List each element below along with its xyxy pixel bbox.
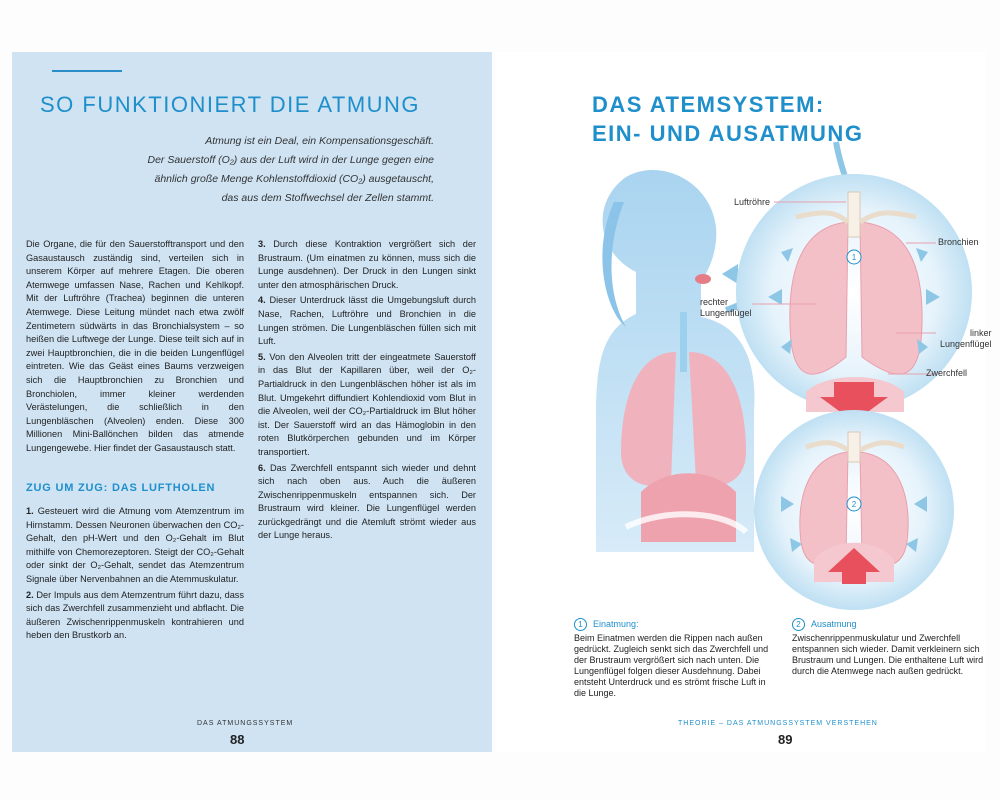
- title-line-1: DAS ATEMSYSTEM:: [592, 92, 825, 117]
- title-rule: [52, 70, 122, 72]
- step-number: 3.: [258, 239, 266, 249]
- caption-number: 2: [792, 618, 805, 631]
- exhalation-diagram: [754, 410, 954, 610]
- intro-line: Atmung ist ein Deal, ein Kompensationsgeschäft.: [205, 135, 434, 147]
- left-page: [12, 52, 492, 752]
- step-6: [258, 462, 476, 544]
- step-number: 6.: [258, 462, 266, 473]
- right-page: [496, 52, 992, 752]
- label-bronchi: Bronchien: [938, 237, 979, 247]
- step-text: Gesteuert wird die Atmung vom Atemzentrum im Hirnstamm. Dessen Neuronen überwachen den CO₂-Gehalt, den pH-Wert und den O₂-Gehalt im Blut mithilfe von Chemorezeptoren. Steigt der CO₂-Gehalt oder sinkt der O₂-Gehalt, sendet das Atemzentrum Signale über Nervenbahnen an die Atemmuskulatur.: [26, 506, 244, 585]
- intro-line: das aus dem Stoffwechsel der Zellen stammt.: [221, 192, 434, 204]
- title-line-2: EIN- UND AUSATMUNG: [592, 121, 864, 146]
- mouth-shape: [695, 274, 711, 284]
- diagram-badge-1: 1: [851, 253, 857, 262]
- text-column-1: [26, 238, 244, 645]
- step-4: [258, 294, 476, 348]
- step-text: Durch diese Kontraktion vergrößert sich der Brustraum. (Um einatmen zu können, muss sich die Lunge ausdehnen). Der Druck in den Lungen sinkt unter den atmosphärischen Druck.: [258, 239, 477, 290]
- step-text: Das Zwerchfell entspannt sich wieder und dehnt sich nach oben aus. Auch die äußeren Zwischenrippenmuskeln entspannen sich. Der Brustraum wird kleiner. Die Lungenflügel werden zurückgedrängt und die Atemluft strömt wieder aus der Lunge heraus.: [258, 462, 476, 541]
- step-2: [26, 589, 244, 643]
- step-text: Der Impuls aus dem Atemzentrum führt dazu, dass sich das Zwerchfell zusammenzieht und abflacht. Die äußeren Zwischenrippenmuskeln kontrahieren und heben den Brustkorb an.: [26, 589, 244, 641]
- label-line: rechter: [700, 297, 729, 307]
- intro-line: ähnlich große Menge Kohlenstoffdioxid (CO₂) ausgetauscht,: [154, 173, 434, 185]
- step-number: 2.: [26, 589, 34, 600]
- subheading: ZUG UM ZUG: DAS LUFTHOLEN: [26, 481, 216, 494]
- step-number: 4.: [258, 295, 266, 306]
- caption-title: Ausatmung: [811, 619, 857, 629]
- step-1: [26, 505, 244, 587]
- inhalation-diagram: [736, 174, 972, 422]
- caption-text: Zwischenrippenmuskulatur und Zwerchfell entspannen sich wieder. Damit verkleinern sich Brustraum und Lungen. Die enthaltene Luft wird durch die Atemwege nach außen gedrückt.: [792, 633, 984, 676]
- caption-inhalation: [574, 618, 780, 699]
- step-3: [258, 238, 476, 292]
- body-paragraph: Die Organe, die für den Sauerstofftransport und den Gasaustausch zuständig sind, verteilen sich in unserem Körper auf mehrere Etagen. Die oberen Atemwege umfassen Nase, Rachen und Kehlkopf. Mit der Luftröhre (Trachea) beginnen die unteren Atemwege. Diese Leitung mündet nach etwa zwölf Zentimetern südwärts in das Bronchialsystem – so heißen die Luftwege der Lunge. Diese teilt sich auf in zwei Hauptbronchien, die in die beiden Lungenflügel eintreten. Wie das Geäst eines Baums verzweigen sich die Hauptbronchien zu Bronchien und Bronchiolen, immer kleiner werdenden Verästelungen, die schließlich in den Lungenbläschen (Alveolen) enden. Diese 300 Millionen Mini-Ballönchen bilden das atmende Lungengewebe. Hier findet der Gasaustausch statt.: [26, 239, 244, 453]
- label-line: linker: [970, 328, 992, 338]
- label-line: Lungenflügel: [700, 308, 752, 318]
- label-left-lung: [940, 328, 992, 350]
- page-number-right: 89: [778, 732, 793, 747]
- text-column-2: [258, 238, 476, 545]
- page-title-left: SO FUNKTIONIERT DIE ATMUNG: [40, 92, 421, 117]
- caption-number: 1: [574, 618, 587, 631]
- step-text: Von den Alveolen tritt der eingeatmete Sauerstoff in das Blut der Kapillaren über, weil der O₂-Partialdruck in den Lungenbläschen höher ist als im Blut. Umgekehrt diffundiert Kohlendioxid vom Blut in die Alveolen, weil der CO₂-Partialdruck im Blut höher ist. Der Sauerstoff wird an das Hämoglobin in den roten Blutkörperchen gebunden und im Körper transportiert.: [258, 351, 476, 457]
- label-trachea: Luftröhre: [734, 197, 771, 207]
- step-number: 1.: [26, 506, 34, 517]
- intro-line: Der Sauerstoff (O₂) aus der Luft wird in der Lunge gegen eine: [147, 154, 434, 166]
- step-number: 5.: [258, 351, 266, 362]
- label-right-lung: [700, 297, 752, 319]
- caption-text: Beim Einatmen werden die Rippen nach außen gedrückt. Zugleich senkt sich das Zwerchfell und der Brustraum vergrößert sich nach unten. Die Lungenflügel folgen dieser Ausdehnung. Dabei entsteht Unterdruck und es strömt frische Luft in die Lunge.: [574, 633, 769, 698]
- label-line: Lungenflügel: [940, 339, 992, 349]
- caption-title: Einatmung:: [593, 619, 639, 629]
- footer-label-right: THEORIE – DAS ATMUNGSSYSTEM VERSTEHEN: [678, 720, 878, 727]
- caption-exhalation: [792, 618, 998, 677]
- caption-heading: [792, 618, 998, 631]
- step-5: [258, 351, 476, 460]
- page-title-right: [592, 90, 863, 148]
- intro-text: [14, 132, 434, 208]
- step-text: Dieser Unterdruck lässt die Umgebungsluft durch Nase, Rachen, Luftröhre und Bronchien in die Lungen strömen. Die Lungenbläschen füllen sich mit Luft.: [258, 295, 476, 347]
- diagram-badge-2: 2: [851, 500, 857, 509]
- page-number-left: 88: [230, 732, 245, 747]
- label-diaphragm: Zwerchfell: [926, 368, 968, 378]
- footer-label-left: DAS ATMUNGSSYSTEM: [197, 720, 294, 727]
- caption-heading: [574, 618, 780, 631]
